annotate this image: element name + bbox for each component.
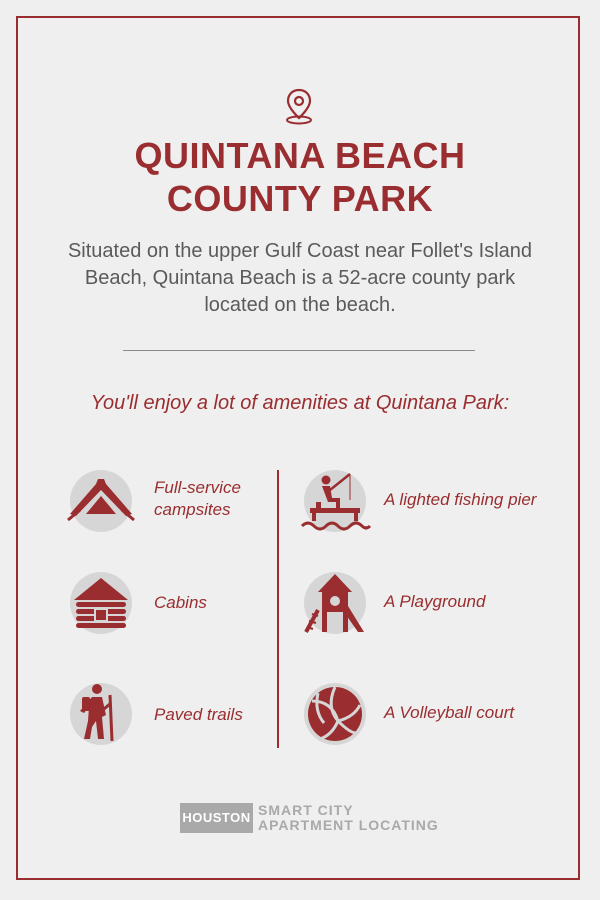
logo-box: HOUSTON bbox=[180, 803, 253, 833]
amenity-label-line2: campsites bbox=[154, 500, 231, 519]
divider bbox=[123, 350, 475, 351]
volleyball-icon bbox=[304, 683, 366, 745]
location-pin-icon bbox=[284, 88, 314, 126]
amenity-label-line1: Full-service bbox=[154, 478, 241, 497]
park-description: Situated on the upper Gulf Coast near Follet's Island Beach, Quintana Beach is a 52-acre county park located on the beach. bbox=[67, 240, 533, 316]
playground-icon bbox=[304, 572, 366, 634]
amenity-label: Cabins bbox=[154, 593, 207, 612]
page-title-line2: COUNTY PARK bbox=[166, 178, 434, 219]
amenities-intro: You'll enjoy a lot of amenities at Quintana Park: bbox=[90, 392, 510, 414]
cabin-icon bbox=[70, 572, 132, 634]
amenity-label: A Playground bbox=[384, 592, 486, 611]
logo-text-line1: SMART CITY bbox=[258, 802, 354, 818]
fishing-pier-icon bbox=[304, 470, 366, 532]
amenity-label: Paved trails bbox=[154, 705, 243, 724]
amenity-label: A Volleyball court bbox=[384, 703, 515, 722]
amenity-label: A lighted fishing pier bbox=[384, 490, 537, 509]
column-divider bbox=[277, 470, 279, 748]
logo-text-line2: APARTMENT LOCATING bbox=[258, 817, 439, 833]
hiker-icon bbox=[70, 683, 132, 745]
tent-icon bbox=[70, 470, 132, 532]
page-title-line1: QUINTANA BEACH bbox=[134, 135, 466, 176]
